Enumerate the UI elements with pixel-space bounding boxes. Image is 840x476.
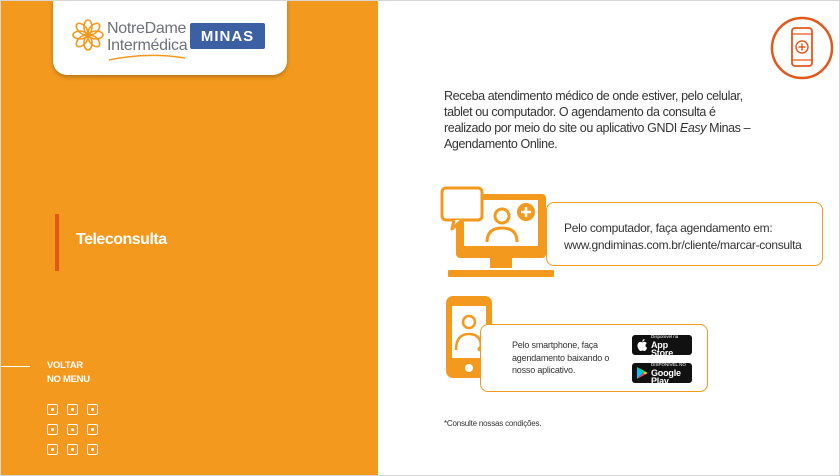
google-play-button[interactable] <box>632 362 692 386</box>
booking-url-link[interactable]: www.gndiminas.com.br/cliente/marcar-consulta <box>564 238 802 252</box>
menu-dot <box>47 404 58 415</box>
back-label-line2: NO MENU <box>47 374 90 385</box>
smartphone-booking-text: Pelo smartphone, faça agendamento baixando o nosso aplicativo. <box>512 340 610 375</box>
computer-doctor-icon <box>440 186 556 280</box>
telemedicine-phone-icon <box>770 16 834 80</box>
intro-part1: Receba atendimento médico de onde estiver, pelo celular, tablet ou computador. O agendamento da consulta é realizado por meio do site ou aplicativo GNDI <box>444 89 743 135</box>
smartphone-booking-box <box>480 324 708 392</box>
section-accent-bar <box>55 214 59 271</box>
menu-dot <box>47 444 58 455</box>
intro-italic: Easy <box>679 121 707 135</box>
brand-name-line1: NotreDame <box>107 20 187 37</box>
brand-name-line2: Intermédica <box>107 37 188 54</box>
menu-dot <box>67 444 78 455</box>
intro-text <box>444 88 764 152</box>
menu-dot <box>67 424 78 435</box>
footnote: *Consulte nossas condições. <box>444 419 542 428</box>
back-to-menu-link[interactable] <box>47 359 117 387</box>
app-store-small-label: Disponível na <box>651 334 679 339</box>
intro-part2: Minas – Agendamento Online. <box>444 121 751 151</box>
flower-logo-icon <box>71 18 105 52</box>
menu-dot <box>87 424 98 435</box>
minas-badge: MINAS <box>190 23 265 49</box>
menu-dot <box>67 404 78 415</box>
menu-dot <box>87 444 98 455</box>
brand-name <box>107 20 187 54</box>
google-play-small-label: DISPONÍVEL NO <box>651 362 686 367</box>
google-play-label: Google Play <box>651 368 681 386</box>
menu-dot <box>47 424 58 435</box>
swoosh-icon <box>107 54 187 62</box>
google-play-icon <box>636 366 648 380</box>
back-divider <box>0 366 30 367</box>
section-title: Teleconsulta <box>76 231 167 248</box>
back-label-line1: VOLTAR <box>47 360 83 371</box>
left-panel <box>0 0 378 476</box>
apple-icon <box>636 338 648 352</box>
grid-menu-icon[interactable] <box>47 404 98 455</box>
computer-booking-box <box>546 202 823 266</box>
logo-card <box>53 0 287 75</box>
app-store-button[interactable] <box>632 334 692 358</box>
app-store-label: App Store <box>651 340 674 358</box>
menu-dot <box>87 404 98 415</box>
computer-booking-label: Pelo computador, faça agendamento em: <box>564 221 773 235</box>
